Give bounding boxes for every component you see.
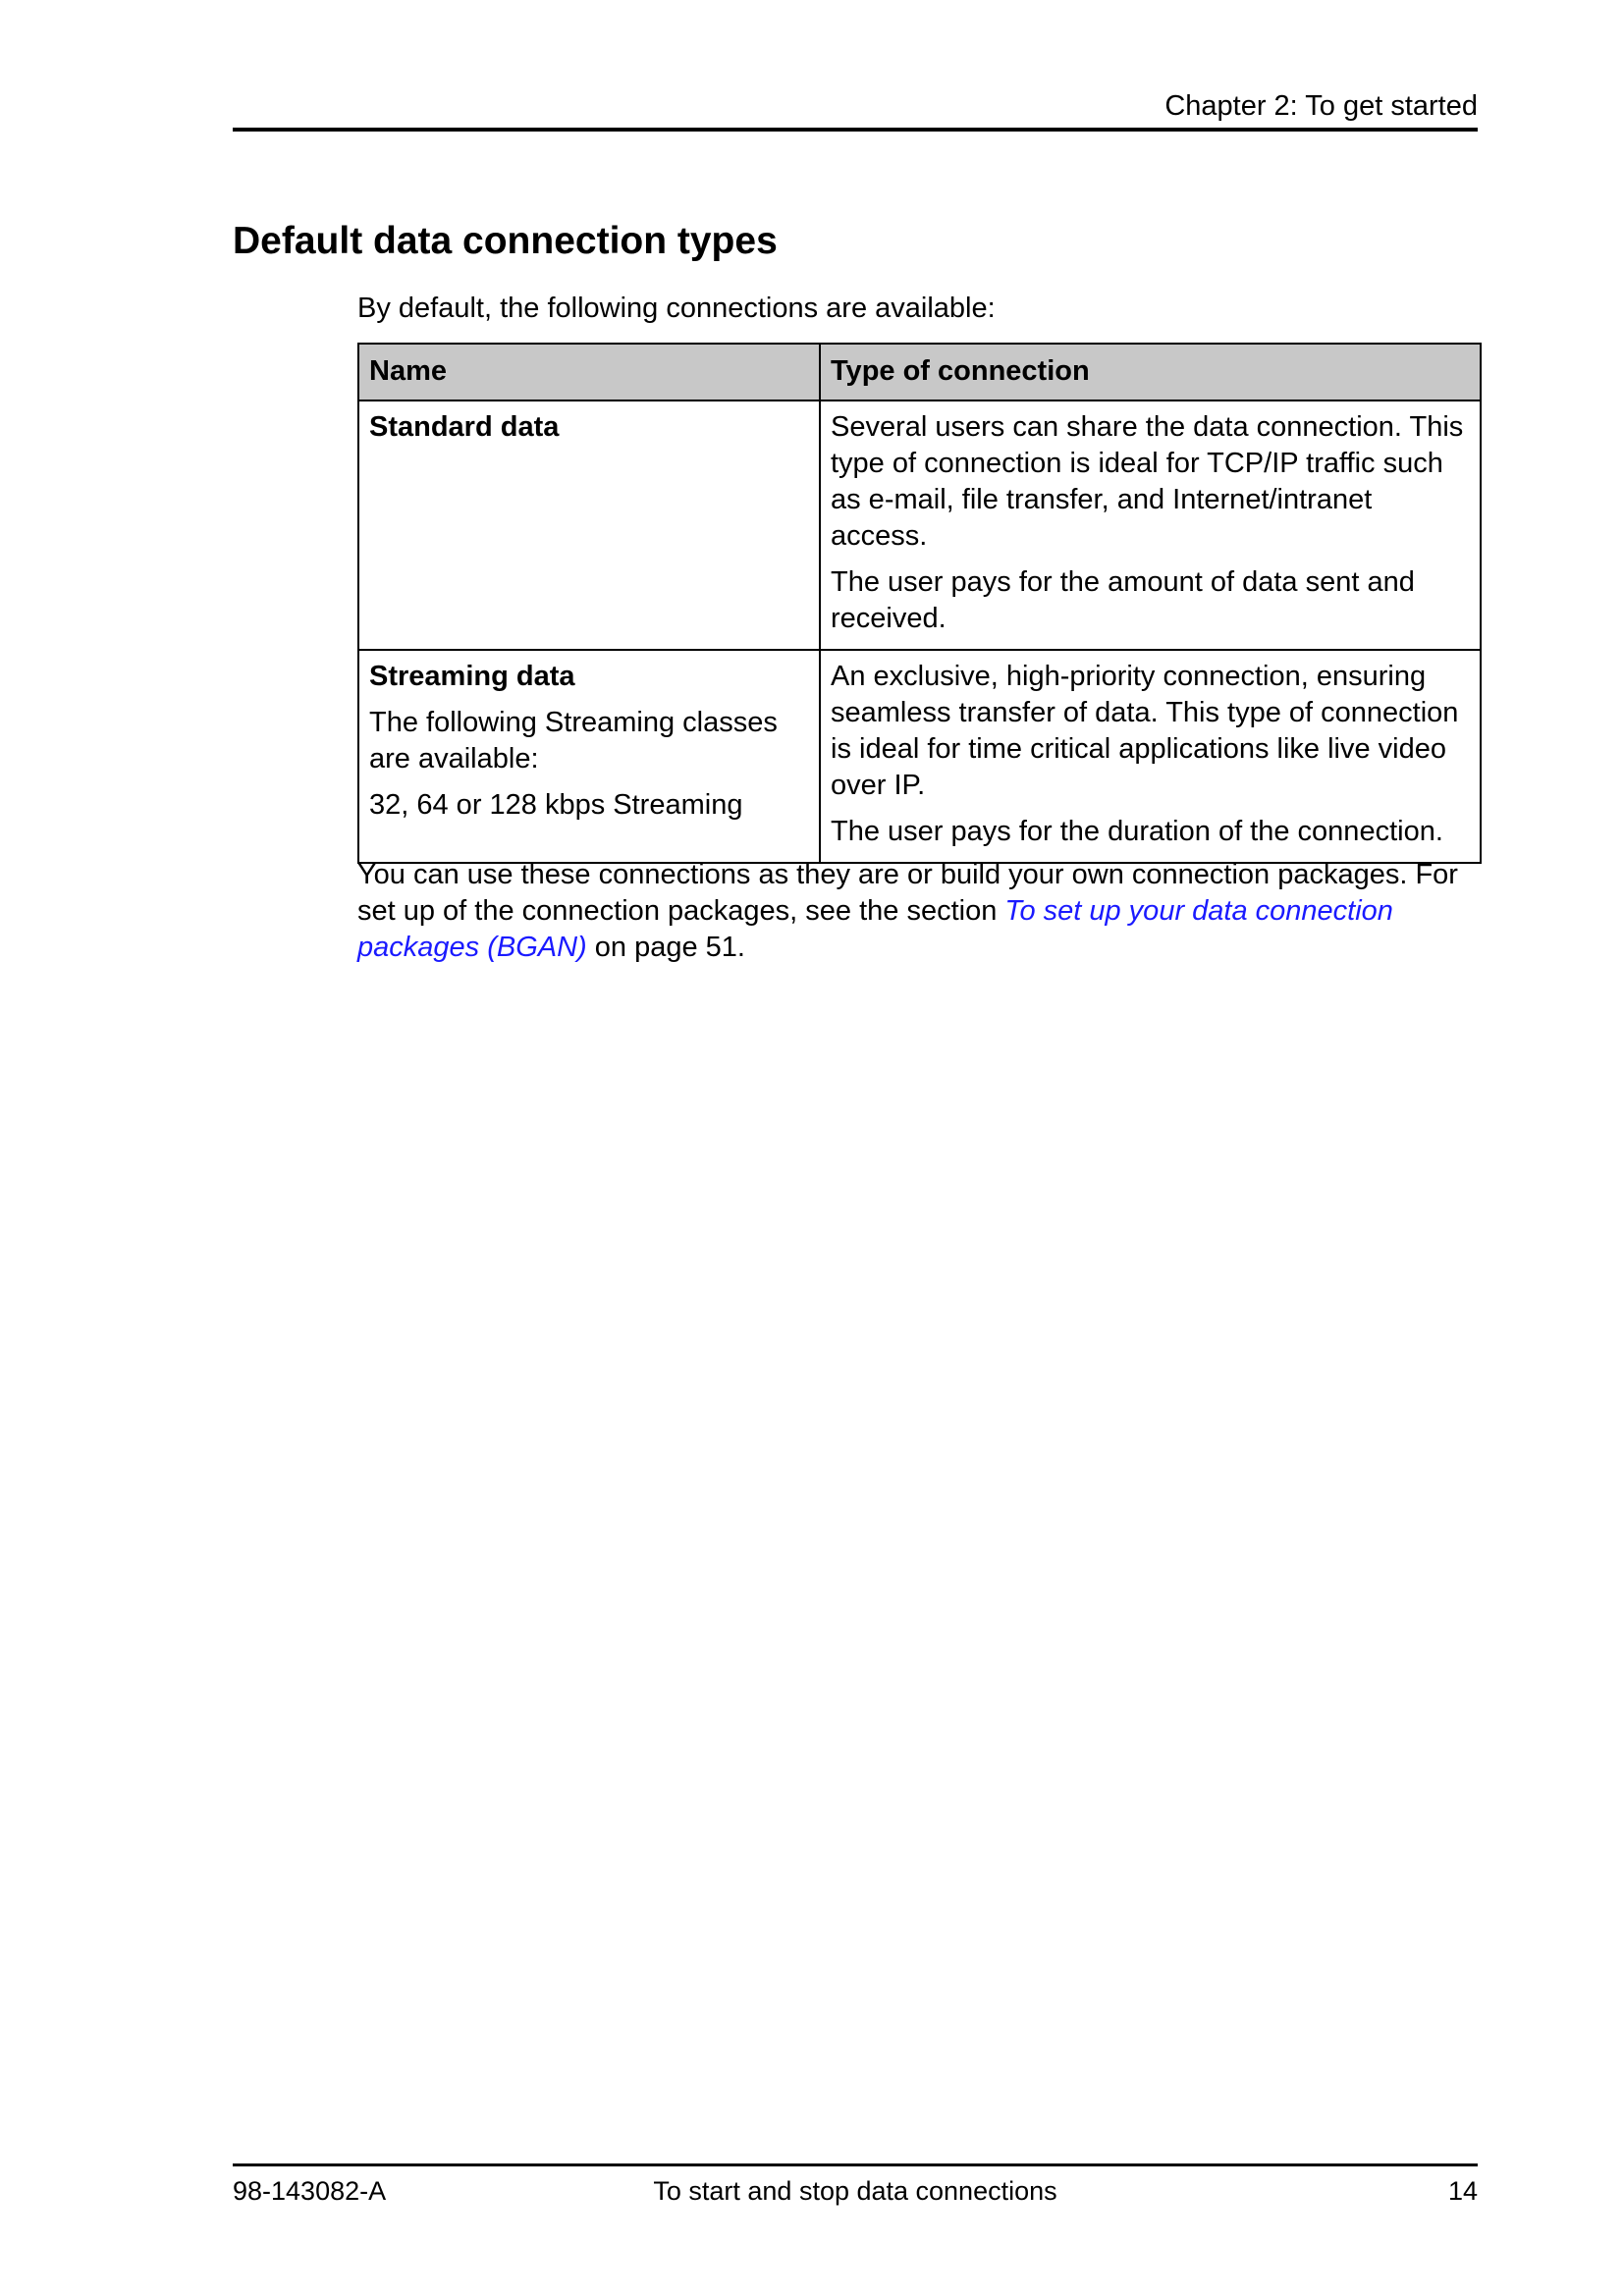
name-cell (358, 400, 820, 650)
running-header: Chapter 2: To get started (1164, 90, 1478, 122)
name-cell (358, 650, 820, 863)
type-cell (820, 650, 1481, 863)
closing-paragraph (357, 857, 1482, 966)
footer-doc-number: 98-143082-A (233, 2176, 387, 2206)
type-billing: The user pays for the duration of the connection. (831, 816, 1443, 847)
connection-name: Streaming data (369, 661, 575, 692)
name-note: The following Streaming classes are available: (369, 707, 778, 774)
closing-text-after: on page 51. (586, 932, 745, 963)
column-header-type: Type of connection (820, 344, 1481, 400)
header-rule (233, 128, 1478, 132)
closing-text-before: You can use these connections as they are or build your own connection packages. For set up of the connection packages, see the section (357, 859, 1458, 927)
connection-name: Standard data (369, 411, 560, 443)
connection-types-table (357, 343, 1482, 864)
footer-rule (233, 2163, 1478, 2166)
type-billing: The user pays for the amount of data sent and received. (831, 566, 1415, 634)
cross-reference-link[interactable]: To set up your data connection packages (BGAN) (357, 895, 1393, 963)
type-cell (820, 400, 1481, 650)
section-title: Default data connection types (233, 220, 778, 262)
table-row (358, 650, 1481, 863)
type-description: An exclusive, high-priority connection, ensuring seamless transfer of data. This type of connection is ideal for time critical applications like live video over IP. (831, 661, 1459, 801)
footer-section-title: To start and stop data connections (653, 2176, 1057, 2206)
table-header-row (358, 344, 1481, 400)
name-note: 32, 64 or 128 kbps Streaming (369, 789, 743, 821)
column-header-name: Name (358, 344, 820, 400)
table-row (358, 400, 1481, 650)
section-intro: By default, the following connections are available: (357, 293, 996, 324)
type-description: Several users can share the data connection. This type of connection is ideal for TCP/IP traffic such as e-mail, file transfer, and Internet/intranet access. (831, 411, 1464, 552)
footer-page-number: 14 (1447, 2176, 1478, 2206)
